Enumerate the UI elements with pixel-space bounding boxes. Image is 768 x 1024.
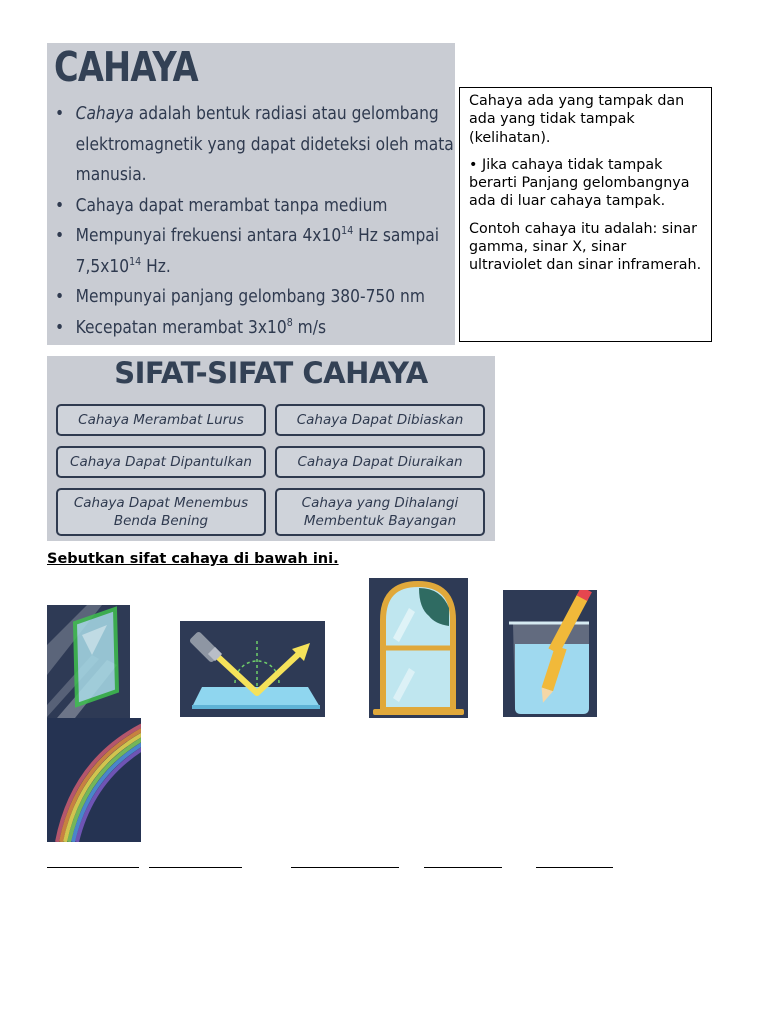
bullet-speed: • Kecepatan merambat $3x10^8$ m/s	[55, 313, 471, 344]
glass-pane-light-image	[47, 605, 130, 718]
note-paragraph-3: Contoh cahaya itu adalah: sinar gamma, sinar X, sinar ultraviolet dan sinar inframerah.	[469, 220, 702, 274]
note-box	[459, 87, 712, 342]
bullet-medium: • Cahaya dapat merambat tanpa medium	[55, 191, 471, 222]
sifat-cahaya-panel	[47, 356, 495, 541]
answer-blank-1[interactable]	[47, 867, 139, 868]
bullet-frequency: • Mempunyai frekuensi antara $4x10^{14}$ Hz sampai $7,5x10^{14}$ Hz.	[55, 221, 471, 282]
bullet-definition: • Cahaya adalah bentuk radiasi atau gelombang elektromagnetik yang dapat dideteksi oleh mata manusia.	[55, 99, 471, 191]
reflection-image	[180, 621, 325, 717]
sifat-title: SIFAT-SIFAT CAHAYA	[114, 356, 428, 390]
sifat-item-dibiaskan: Cahaya Dapat Dibiaskan	[275, 404, 485, 436]
sifat-item-menembus: Cahaya Dapat Menembus Benda Bening	[56, 488, 266, 536]
pencil-in-water-image	[503, 590, 597, 717]
cahaya-info-panel	[47, 43, 455, 345]
note-paragraph-1: Cahaya ada yang tampak dan ada yang tidak tampak (kelihatan).	[469, 93, 685, 146]
answer-blank-2[interactable]	[149, 867, 242, 868]
window-shadow-image	[369, 578, 468, 718]
sifat-item-diuraikan: Cahaya Dapat Diuraikan	[275, 446, 485, 478]
cahaya-bullet-list	[55, 99, 454, 343]
answer-blank-4[interactable]	[424, 867, 502, 868]
bullet-wavelength: • Mempunyai panjang gelombang 380-750 nm	[55, 282, 471, 313]
answer-blank-3[interactable]	[291, 867, 399, 868]
sifat-item-lurus: Cahaya Merambat Lurus	[56, 404, 266, 436]
sifat-item-bayangan: Cahaya yang Dihalangi Membentuk Bayangan	[275, 488, 485, 536]
rainbow-image	[47, 718, 141, 842]
sifat-item-dipantulkan: Cahaya Dapat Dipantulkan	[56, 446, 266, 478]
cahaya-title: CAHAYA	[54, 43, 198, 91]
answer-blank-5[interactable]	[536, 867, 613, 868]
note-paragraph-2: • Jika cahaya tidak tampak berarti Panjang gelombangnya ada di luar cahaya tampak.	[469, 156, 690, 210]
question-heading: Sebutkan sifat cahaya di bawah ini.	[47, 551, 339, 567]
